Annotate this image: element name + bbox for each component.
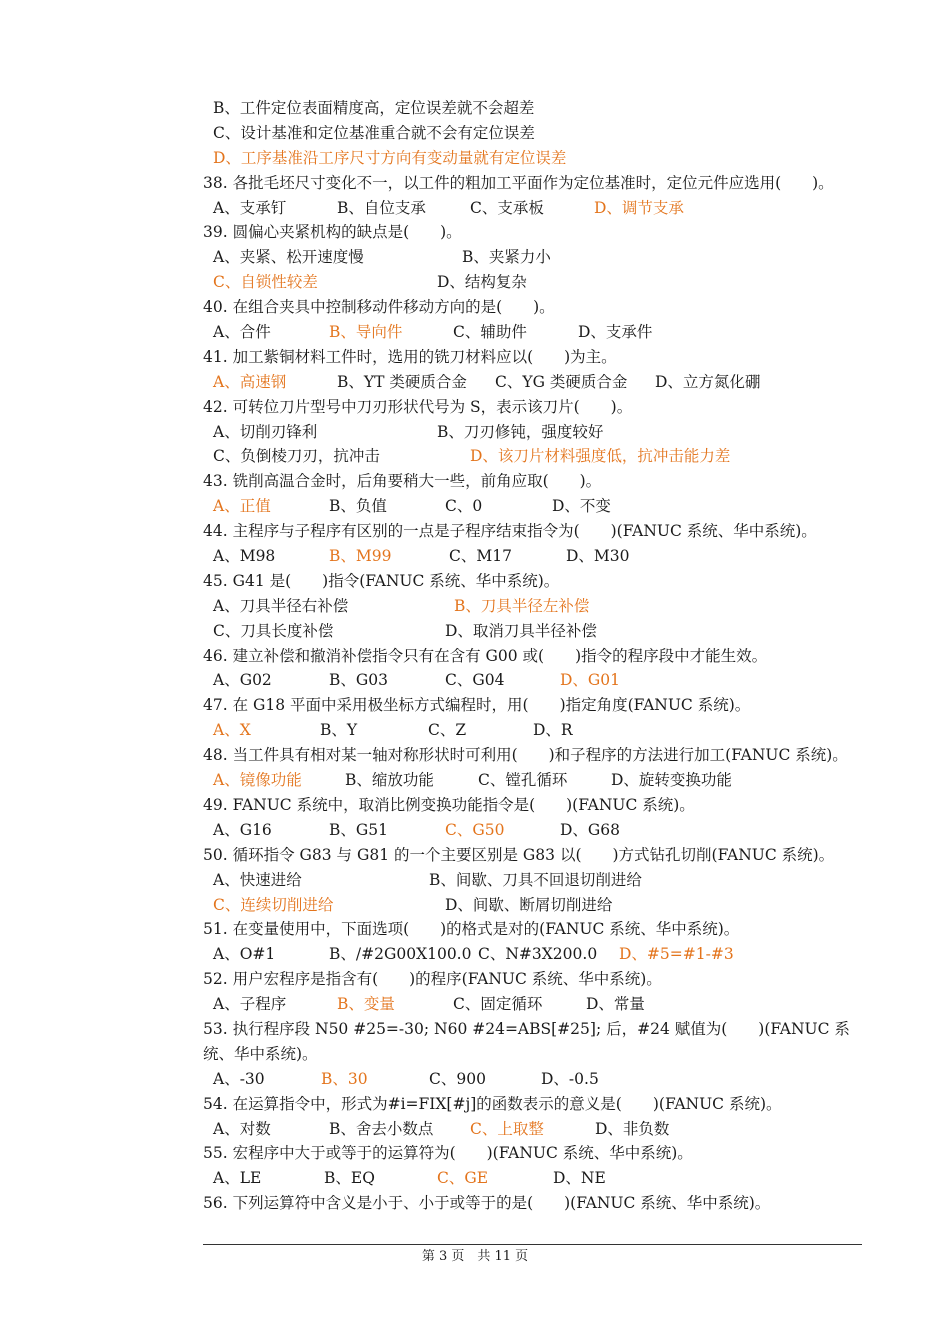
answer-option: D、该刀片材料强度低，抗冲击能力差 — [470, 447, 731, 466]
option: C、G04 — [445, 671, 505, 690]
footer-rule — [203, 1244, 862, 1245]
option: A、刀具半径右补偿 — [213, 596, 349, 615]
answer-option: A、正值 — [213, 497, 271, 516]
option: C、900 — [429, 1069, 486, 1088]
answer-option: B、刀具半径左补偿 — [454, 596, 590, 615]
question-text: 45. G41 是( )指令(FANUC 系统、华中系统)。 — [203, 571, 560, 590]
option: A、O#1 — [213, 945, 276, 964]
question-text: 50. 循环指令 G83 与 G81 的一个主要区别是 G83 以( )方式钻孔切削(FANUC 系统)。 — [203, 845, 835, 864]
option: D、不变 — [552, 497, 611, 516]
answer-option: B、M99 — [329, 547, 392, 566]
option: B、舍去小数点 — [329, 1119, 434, 1138]
options-row — [203, 1166, 863, 1191]
question-text: 49. FANUC 系统中，取消比例变换功能指令是( )(FANUC 系统)。 — [203, 795, 695, 814]
question-text: 51. 在变量使用中，下面选项( )的格式是对的(FANUC 系统、华中系统)。 — [203, 920, 740, 939]
options-row — [203, 942, 863, 967]
option: B、G51 — [329, 820, 388, 839]
option: C、固定循环 — [453, 995, 543, 1014]
option: D、结构复杂 — [437, 273, 527, 292]
answer-option: C、自锁性较差 — [213, 273, 318, 292]
answer-option: D、工序基准沿工序尺寸方向有变动量就有定位误差 — [213, 148, 567, 167]
options-row — [203, 768, 863, 793]
question-text: 38. 各批毛坯尺寸变化不一，以工件的粗加工平面作为定位基准时，定位元件应选用( )。 — [203, 173, 834, 192]
option: A、LE — [213, 1169, 262, 1188]
options-row — [203, 370, 863, 395]
question-text: 53. 执行程序段 N50 #25=-30; N60 #24=ABS[#25]; 后，#24 赋值为( )(FANUC 系统、华中系统)。 — [203, 1019, 850, 1063]
option: C、0 — [445, 497, 483, 516]
options-row — [203, 992, 863, 1017]
option: A、G16 — [213, 820, 272, 839]
option: B、EQ — [324, 1169, 375, 1188]
options-row — [203, 668, 863, 693]
option: C、设计基准和定位基准重合就不会有定位误差 — [213, 123, 535, 142]
options-row — [203, 1117, 863, 1142]
option: D、-0.5 — [541, 1069, 599, 1088]
option: D、取消刀具半径补偿 — [445, 621, 597, 640]
answer-option: A、镜像功能 — [213, 771, 302, 790]
option: D、旋转变换功能 — [611, 771, 732, 790]
question-text: 40. 在组合夹具中控制移动件移动方向的是( )。 — [203, 298, 555, 317]
options-row — [203, 196, 863, 221]
option: C、支承板 — [470, 198, 544, 217]
answer-option: B、30 — [321, 1069, 368, 1088]
options-row — [203, 320, 863, 345]
option: B、YT 类硬质合金 — [337, 372, 467, 391]
question-text: 42. 可转位刀片型号中刀刃形状代号为 S，表示该刀片( )。 — [203, 397, 633, 416]
option: B、Y — [320, 721, 358, 740]
question-text: 44. 主程序与子程序有区别的一点是子程序结束指令为( )(FANUC 系统、华中系统)。 — [203, 522, 817, 541]
option: A、支承钉 — [213, 198, 287, 217]
question-text: 52. 用户宏程序是指含有( )的程序(FANUC 系统、华中系统)。 — [203, 970, 662, 989]
option: B、夹紧力小 — [462, 248, 551, 267]
option: C、刀具长度补偿 — [213, 621, 334, 640]
options-row — [203, 146, 863, 171]
options-row — [203, 270, 863, 295]
option: D、M30 — [566, 547, 630, 566]
answer-option: A、X — [213, 721, 251, 740]
page-footer: 第 3 页 共 11 页 — [421, 1249, 529, 1264]
option: D、G68 — [560, 820, 621, 839]
question-text: 56. 下列运算符中含义是小于、小于或等于的是( )(FANUC 系统、华中系统)。 — [203, 1194, 771, 1213]
option: C、Z — [428, 721, 467, 740]
options-row — [203, 96, 863, 121]
option: C、镗孔循环 — [478, 771, 568, 790]
answer-option: B、变量 — [337, 995, 395, 1014]
option: A、合件 — [213, 323, 271, 342]
answer-option: C、G50 — [445, 820, 505, 839]
answer-option: B、导向件 — [329, 323, 403, 342]
answer-option: C、GE — [437, 1169, 489, 1188]
option: D、间歇、断屑切削进给 — [445, 895, 613, 914]
option: A、-30 — [213, 1069, 265, 1088]
options-row — [203, 718, 863, 743]
options-row — [203, 868, 863, 893]
option: D、支承件 — [578, 323, 653, 342]
option: B、缩放功能 — [345, 771, 434, 790]
options-row — [203, 494, 863, 519]
option: A、M98 — [213, 547, 276, 566]
option: B、刀刃修钝，强度较好 — [437, 422, 604, 441]
option: C、YG 类硬质合金 — [495, 372, 628, 391]
option: B、自位支承 — [337, 198, 426, 217]
options-row — [203, 818, 863, 843]
question-text: 41. 加工紫铜材料工件时，选用的铣刀材料应以( )为主。 — [203, 347, 617, 366]
answer-option: D、G01 — [560, 671, 621, 690]
option: A、子程序 — [213, 995, 287, 1014]
options-row — [203, 444, 863, 469]
question-text: 39. 圆偏心夹紧机构的缺点是( )。 — [203, 223, 462, 242]
question-text: 55. 宏程序中大于或等于的运算符为( )(FANUC 系统、华中系统)。 — [203, 1144, 693, 1163]
options-row — [203, 893, 863, 918]
options-row — [203, 420, 863, 445]
answer-option: C、连续切削进给 — [213, 895, 334, 914]
option: A、对数 — [213, 1119, 271, 1138]
options-row — [203, 121, 863, 146]
options-row — [203, 594, 863, 619]
option: C、负倒棱刀刃，抗冲击 — [213, 447, 380, 466]
options-row — [203, 1067, 863, 1092]
option: B、G03 — [329, 671, 388, 690]
option: D、NE — [553, 1169, 606, 1188]
option: A、夹紧、松开速度慢 — [213, 248, 364, 267]
question-text: 46. 建立补偿和撤消补偿指令只有在含有 G00 或( )指令的程序段中才能生效。 — [203, 646, 768, 665]
option: C、辅助件 — [453, 323, 527, 342]
document-body — [203, 96, 863, 1216]
option: C、M17 — [449, 547, 512, 566]
option: D、常量 — [586, 995, 645, 1014]
option: A、切削刃锋利 — [213, 422, 318, 441]
option: C、N#3X200.0 — [478, 945, 598, 964]
option: A、快速进给 — [213, 870, 302, 889]
option: B、/#2G00X100.0 — [329, 945, 472, 964]
option: B、间歇、刀具不回退切削进给 — [429, 870, 642, 889]
option: A、G02 — [213, 671, 272, 690]
answer-option: D、调节支承 — [594, 198, 684, 217]
question-text: 54. 在运算指令中，形式为#i=FIX[#j]的函数表示的意义是( )(FANUC 系统)。 — [203, 1094, 782, 1113]
option: D、非负数 — [595, 1119, 670, 1138]
answer-option: A、高速钢 — [213, 372, 287, 391]
answer-option: D、#5=#1-#3 — [619, 945, 734, 964]
answer-option: C、上取整 — [470, 1119, 544, 1138]
option: D、R — [533, 721, 573, 740]
option: B、工件定位表面精度高，定位误差就不会超差 — [213, 99, 535, 117]
question-text: 48. 当工件具有相对某一轴对称形状时可利用( )和子程序的方法进行加工(FANUC 系统)。 — [203, 746, 848, 765]
option: B、负值 — [329, 497, 387, 516]
options-row — [203, 619, 863, 644]
options-row — [203, 544, 863, 569]
question-text: 47. 在 G18 平面中采用极坐标方式编程时，用( )指定角度(FANUC 系统)。 — [203, 696, 751, 715]
question-text: 43. 铣削高温合金时，后角要稍大一些，前角应取( )。 — [203, 472, 602, 491]
options-row — [203, 245, 863, 270]
option: D、立方氮化硼 — [655, 372, 761, 391]
